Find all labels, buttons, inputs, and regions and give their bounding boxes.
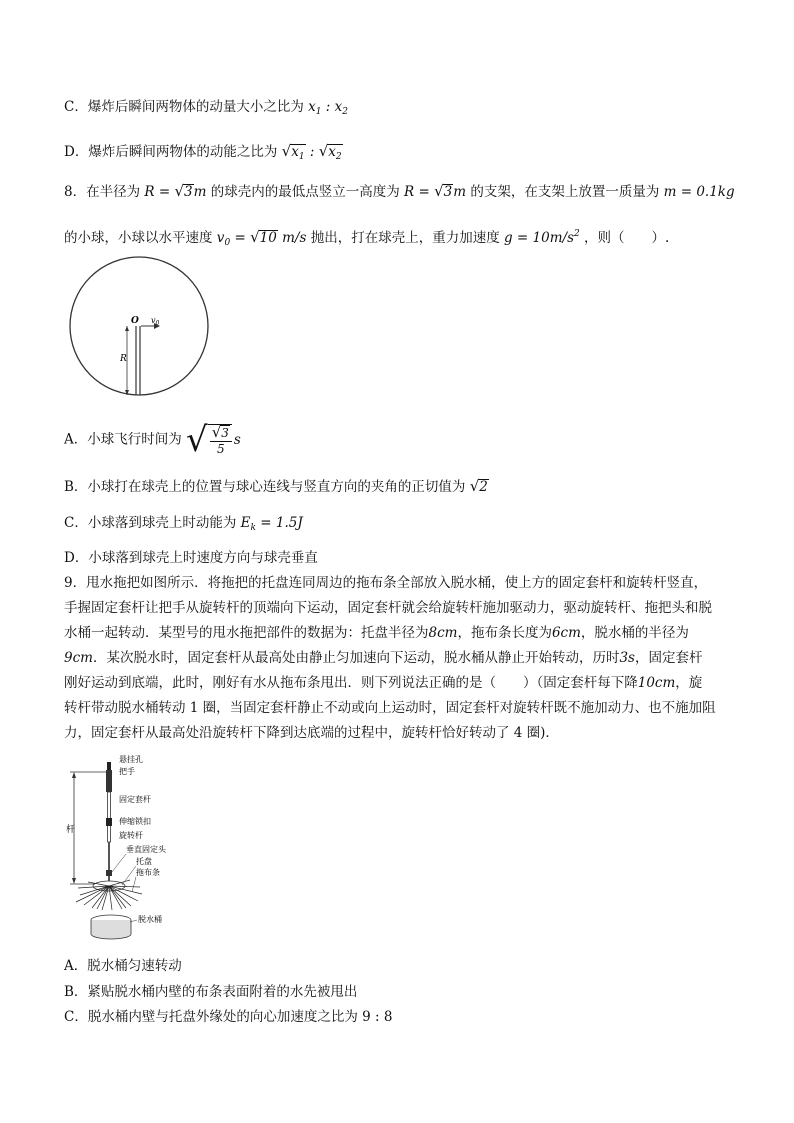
handle bbox=[106, 770, 112, 792]
leader-fixed-head bbox=[112, 854, 126, 872]
option-b-q8 bbox=[64, 476, 489, 497]
rod-dim-arrow-top bbox=[72, 772, 76, 778]
q9-line5: 刚好运动到底端，此时，刚好有水从拖布条甩出．则下列说法正确的是（ ）（固定套杆每下降10cm，旋 bbox=[64, 675, 703, 691]
label-fixed-sleeve: 固定套杆 bbox=[119, 795, 151, 804]
q9-line3: 水桶一起转动．某型号的甩水拖把部件的数据为：托盘半径为8cm，拖布条长度为6cm，脱水桶的半径为 bbox=[64, 625, 689, 641]
option-a-q8-text: A．小球飞行时间为 bbox=[64, 431, 182, 448]
option-c-q9 bbox=[64, 1007, 392, 1027]
label-lock: 伸缩锁扣 bbox=[119, 817, 151, 826]
q9-line6: 转杆带动脱水桶转动 1 圈，当固定套杆静止不动或向上运动时，固定套杆对旋转杆既不施加动力、也不施加阻 bbox=[64, 700, 716, 716]
q8-velocity-eq: $v_0 = √10$ m/s bbox=[216, 228, 307, 248]
figure-q8-sphere-diagram bbox=[64, 250, 224, 405]
label-tray: 托盘 bbox=[136, 857, 152, 866]
q9-line2: 手握固定套杆让把手从旋转杆的顶端向下运动，固定套杆就会给旋转杆施加驱动力，驱动旋转杆、拖把头和脱 bbox=[64, 600, 712, 616]
label-strips: 拖布条 bbox=[136, 868, 160, 877]
option-b-q9-text: B．紧贴脱水桶内壁的布条表面附着的水先被甩出 bbox=[64, 984, 358, 1000]
q8-text-e: 抛出，打在球壳上，重力加速度 bbox=[310, 230, 500, 246]
option-d-q8-text: D．小球落到球壳上时速度方向与球壳垂直 bbox=[64, 550, 318, 566]
option-c-q7-text: C．爆炸后瞬间两物体的动量大小之比为 bbox=[64, 99, 304, 115]
frac-num: 3 bbox=[221, 425, 229, 440]
hanging-hole bbox=[107, 762, 111, 770]
label-fixed-head: 垂直固定头 bbox=[126, 845, 166, 854]
option-a-q9 bbox=[64, 956, 182, 976]
label-hanging-hole: 悬挂孔 bbox=[119, 755, 143, 764]
label-bucket: 脱水桶 bbox=[138, 915, 162, 924]
sphere-shell bbox=[70, 257, 208, 395]
q8-line2 bbox=[64, 224, 669, 253]
label-r: R bbox=[120, 354, 127, 364]
option-d-q8 bbox=[64, 548, 318, 568]
option-d-q7-text: D．爆炸后瞬间两物体的动能之比为 bbox=[64, 144, 278, 160]
q8-text-f: ，则（ ）. bbox=[584, 230, 670, 246]
frac-den: 5 bbox=[217, 441, 225, 456]
q8-line1 bbox=[64, 181, 735, 202]
label-rotating-rod: 旋转杆 bbox=[119, 831, 143, 840]
leader-tray bbox=[122, 866, 136, 885]
option-c-q7 bbox=[64, 97, 348, 122]
label-rod: 杆 bbox=[66, 825, 76, 835]
fixed-sleeve-rod bbox=[108, 792, 111, 842]
option-c-q8-text: C．小球落到球壳上时动能为 bbox=[64, 515, 237, 531]
q8-radius-eq: R = √3m bbox=[144, 182, 207, 200]
option-b-q8-math: √2 bbox=[469, 477, 488, 495]
option-a-q9-text: A．脱水桶匀速转动 bbox=[64, 958, 182, 974]
rod-dim-arrow-bottom bbox=[72, 878, 76, 884]
q9-stem bbox=[64, 571, 730, 746]
telescopic-lock bbox=[106, 818, 112, 826]
label-v0: $v_0$ bbox=[151, 316, 160, 327]
option-d-q7 bbox=[64, 141, 343, 165]
option-c-q9-text: C．脱水桶内壁与托盘外缘处的向心加速度之比为 9 : 8 bbox=[64, 1009, 393, 1025]
vertical-fixed-head bbox=[106, 870, 112, 876]
option-b-q9 bbox=[64, 982, 357, 1002]
rotating-rod bbox=[108, 842, 110, 884]
unit-s: s bbox=[233, 432, 241, 448]
option-c-q7-math: $x_1$ : $x_2$ bbox=[308, 99, 348, 117]
q8-mass-eq: m = 0.1kg bbox=[663, 184, 735, 200]
q9-line7: 力，固定套杆从最高处沿旋转杆下降到达底端的过程中，旋转杆恰好转动了 4 圈)． bbox=[64, 725, 559, 741]
figure-q9-mop-diagram bbox=[64, 752, 204, 947]
q8-text-a: 8．在半径为 bbox=[64, 184, 141, 200]
option-c-q8-math: $E_k = 1.5J$ bbox=[240, 515, 303, 533]
option-d-q7-math: $√x_1$ : $√x_2$ bbox=[282, 144, 343, 160]
option-a-q8-math: √ $\frac{√3}{5}$ s bbox=[186, 420, 241, 460]
q8-text-b: 的球壳内的最低点竖立一高度为 bbox=[210, 184, 400, 200]
q8-text-d: 的小球，小球以水平速度 bbox=[64, 230, 213, 246]
q8-text-c: 的支架，在支架上放置一质量为 bbox=[470, 184, 660, 200]
q9-line4: 9cm．某次脱水时，固定套杆从最高处由静止匀加速向下运动，脱水桶从静止开始转动，历时3s，固定套杆 bbox=[64, 650, 703, 666]
q8-gravity-eq: $g = 10m/s^2$ bbox=[504, 229, 580, 246]
option-c-q8 bbox=[64, 513, 303, 538]
q9-line1: 9．甩水拖把如图所示．将拖把的托盘连同周边的拖布条全部放入脱水桶，使上方的固定套杆和旋转杆竖直， bbox=[64, 575, 708, 591]
label-o: O bbox=[131, 316, 139, 326]
bucket-body bbox=[91, 920, 131, 939]
label-handle: 把手 bbox=[119, 767, 135, 776]
q8-height-eq: R = √3m bbox=[404, 182, 467, 200]
leader-strips bbox=[132, 877, 136, 892]
radius-arrow-top bbox=[125, 326, 129, 331]
option-b-q8-text: B．小球打在球壳上的位置与球心连线与竖直方向的夹角的正切值为 bbox=[64, 479, 466, 495]
option-a-q8 bbox=[64, 420, 241, 460]
